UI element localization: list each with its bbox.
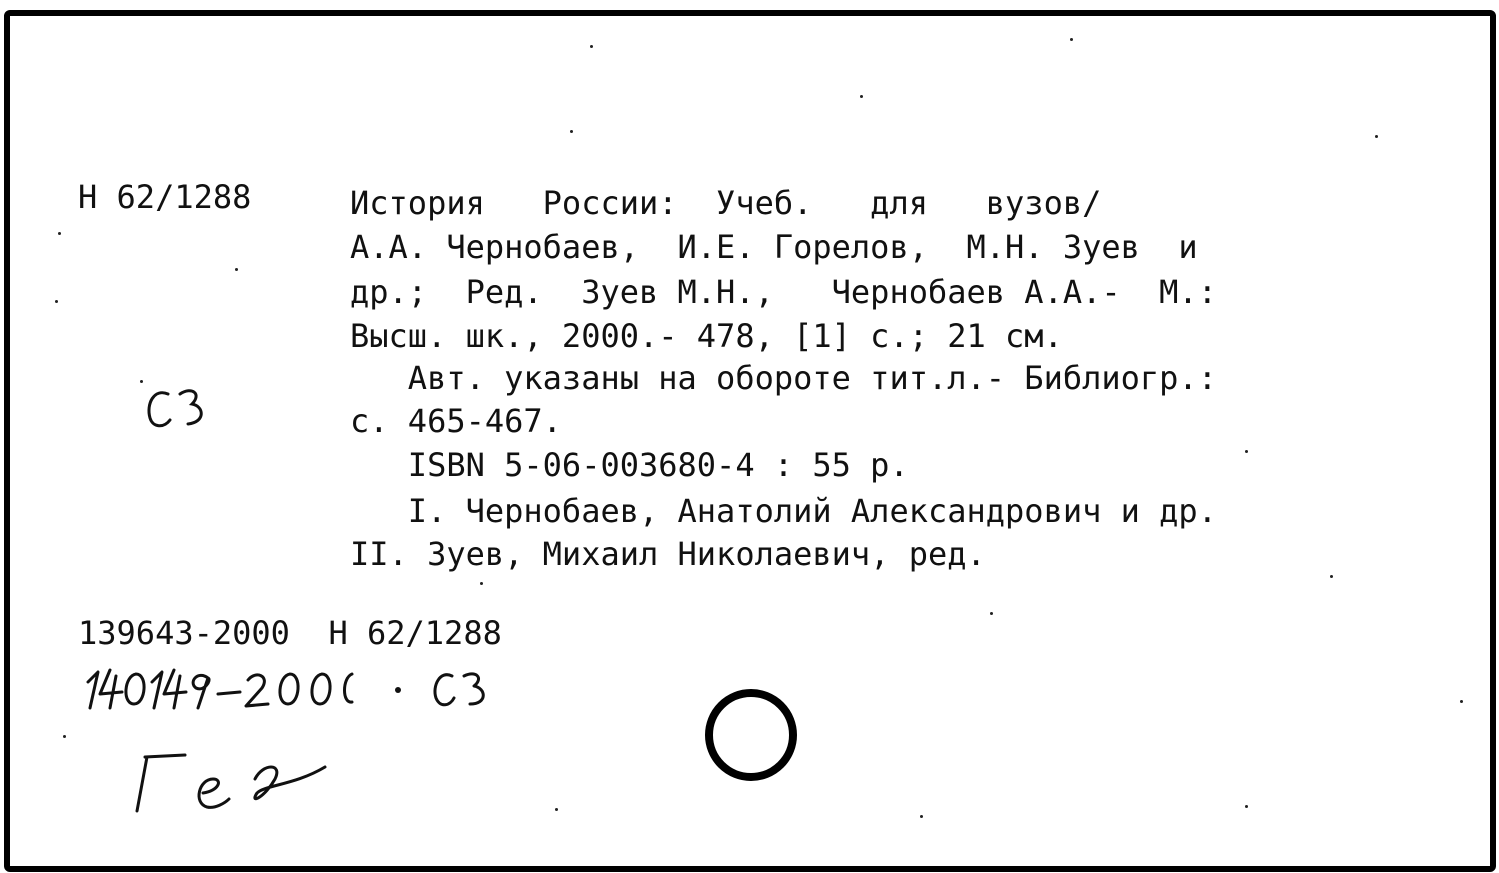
call-number: Н 62/1288 xyxy=(78,178,252,216)
scan-speck xyxy=(63,735,66,738)
body-line-4: Высш. шк., 2000.- 478, [1] с.; 21 см. xyxy=(350,317,1063,355)
body-line-7: ISBN 5-06-003680-4 : 55 р. xyxy=(350,446,909,484)
body-line-6: с. 465-467. xyxy=(350,402,562,440)
body-line-5: Авт. указаны на обороте тит.л.- Библиогр.: xyxy=(350,359,1217,397)
scan-speck xyxy=(920,815,923,818)
scan-speck xyxy=(555,808,558,811)
scan-speck xyxy=(990,612,993,615)
handwritten-initials xyxy=(125,745,345,825)
scan-speck xyxy=(570,130,573,133)
body-line-2: А.А. Чернобаев, И.Е. Горелов, М.Н. Зуев и xyxy=(350,228,1198,266)
scan-speck xyxy=(1245,450,1248,453)
body-line-9: II. Зуев, Михаил Николаевич, ред. xyxy=(350,535,986,573)
scan-speck xyxy=(140,380,143,383)
scan-speck xyxy=(58,232,61,235)
handwritten-side-mark xyxy=(140,380,220,440)
scan-speck xyxy=(1245,805,1248,808)
scan-speck xyxy=(235,268,238,271)
scan-speck xyxy=(1070,38,1073,41)
scan-speck xyxy=(590,45,593,48)
scan-speck xyxy=(55,300,58,303)
body-line-1: История России: Учеб. для вузов/ xyxy=(350,184,1102,222)
body-line-8: I. Чернобаев, Анатолий Александрович и др. xyxy=(350,492,1217,530)
body-line-3: др.; Ред. Зуев М.Н., Чернобаев А.А.- М.: xyxy=(350,273,1217,311)
scan-speck xyxy=(1375,135,1378,138)
scan-speck xyxy=(860,95,863,98)
accession-line: 139643-2000 Н 62/1288 xyxy=(78,614,502,652)
handwritten-accession xyxy=(80,660,520,720)
scan-speck xyxy=(480,582,483,585)
punch-hole xyxy=(696,680,806,790)
scan-speck xyxy=(1330,575,1333,578)
scan-speck xyxy=(1460,700,1463,703)
